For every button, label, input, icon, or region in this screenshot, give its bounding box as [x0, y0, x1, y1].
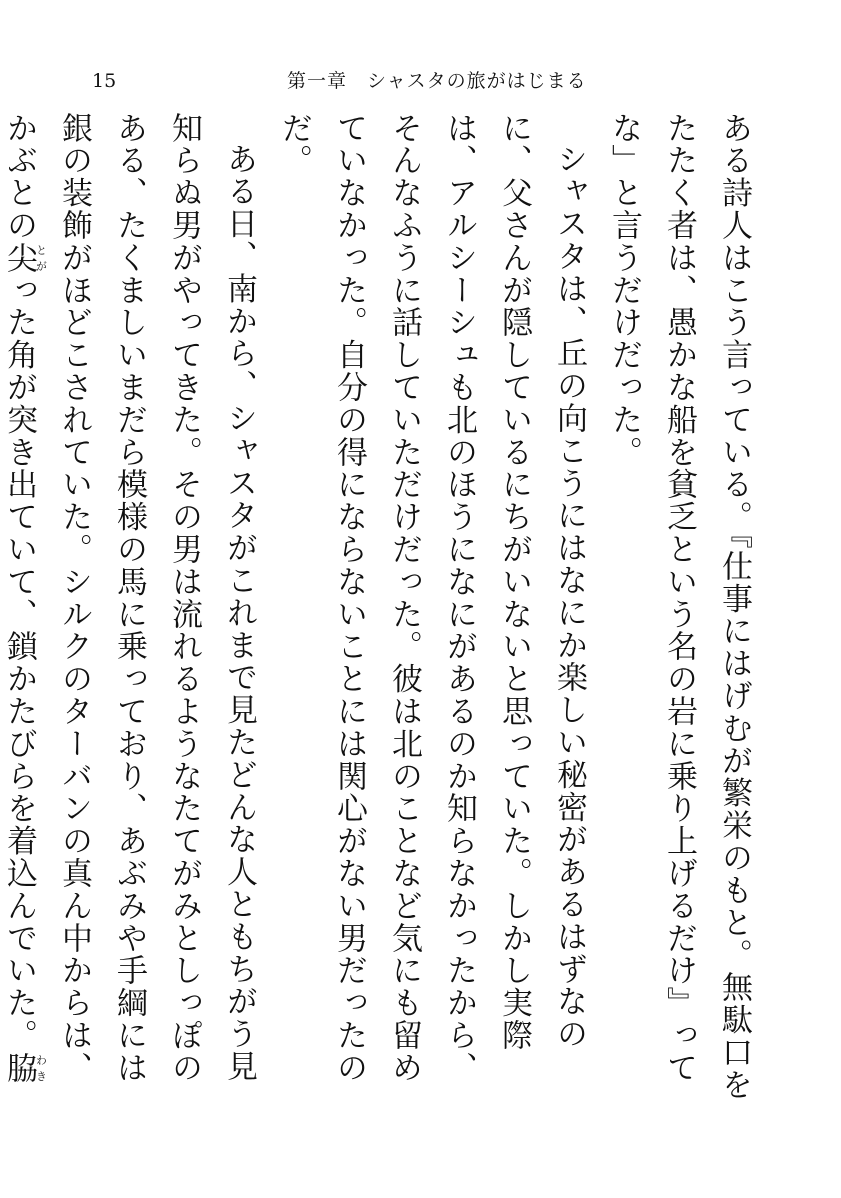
ruby-base: 尖: [1, 241, 37, 275]
body-text: [1, 112, 761, 1112]
page-number: 15: [92, 70, 117, 92]
ruby-word: [1, 241, 48, 275]
page-header: [92, 66, 749, 96]
paragraph: [266, 112, 596, 1112]
paragraph: [596, 112, 761, 1112]
ruby-reading: とが: [34, 241, 48, 274]
text-run: ある詩人はこう言っている。『仕事にはげむが繁栄のもと。無駄口をたたく者は、愚かな船を貧乏という名の岩に乗り上げるだけ』ってな」と言うだけだった。: [606, 112, 752, 1101]
ruby-word: [1, 1051, 48, 1085]
ruby-reading: わき: [34, 1051, 48, 1085]
text-run: シャスタは、丘の向こうにはなにか楽しい秘密があるはずなのに、父さんが隠しているにちがいないと思っていた。しかし実際は、アルシーシュも北のほうになにがあるのか知らなかったから、そんなふうに話していただけだった。彼は北のことなど気にも留めていなかった。自分の得にならないことには関心がない男だったのだ。: [276, 112, 587, 1084]
running-title: 第一章 シャスタの旅がはじまる: [287, 70, 587, 92]
text-run: った角が突き出ていて、鎖かたびらを着込んでいた。: [1, 274, 37, 1052]
ruby-base: 脇: [1, 1051, 37, 1085]
text-run: ある日、南から、シャスタがこれまで見たどんな人ともちがう見知らぬ男がやってきた。その男は流れるようなたてがみとしっぽのある、たくましいまだら模様の馬に乗っており、あぶみや手綱には銀の装飾がほどこされていた。シルクのターバンの真ん中からは、かぶとの: [1, 112, 257, 1084]
paragraph: [0, 112, 266, 1112]
